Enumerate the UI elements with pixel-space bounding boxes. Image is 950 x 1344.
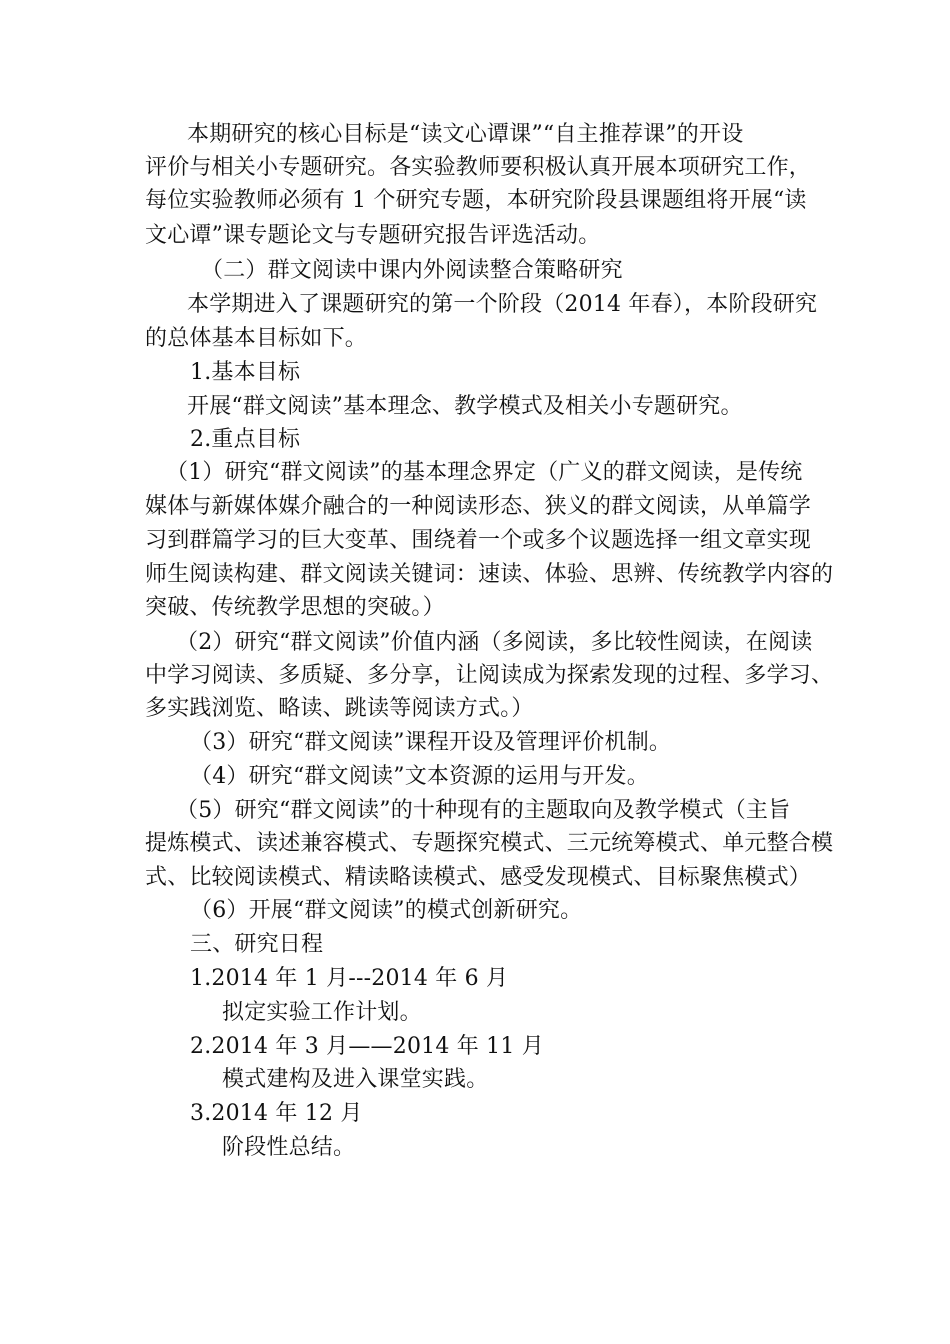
subheading: 2.重点目标 (190, 427, 301, 452)
paragraph-line: 的总体基本目标如下。 (145, 326, 368, 351)
paragraph-line: 每位实验教师必须有 1 个研究专题，本研究阶段县课题组将开展“读 (145, 188, 807, 213)
section-heading: （二）群文阅读中课内外阅读整合策略研究 (201, 258, 623, 283)
list-item-line: （2）研究“群文阅读”价值内涵（多阅读，多比较性阅读，在阅读 (176, 630, 813, 655)
list-item-line: 提炼模式、读述兼容模式、专题探究模式、三元统筹模式、单元整合模 (145, 831, 834, 856)
schedule-detail: 阶段性总结。 (222, 1135, 356, 1160)
subheading: 1.基本目标 (190, 360, 301, 385)
list-item-line: （1）研究“群文阅读”的基本理念界定（广义的群文阅读，是传统 (166, 460, 803, 485)
list-item-line: 师生阅读构建、群文阅读关键词：速读、体验、思辨、传统教学内容的 (145, 562, 834, 587)
list-item-line: 突破、传统教学思想的突破。） (145, 595, 445, 620)
list-item-line: （5）研究“群文阅读”的十种现有的主题取向及教学模式（主旨 (176, 798, 791, 823)
list-item-line: （3）研究“群文阅读”课程开设及管理评价机制。 (190, 730, 672, 755)
paragraph-line: 开展“群文阅读”基本理念、教学模式及相关小专题研究。 (187, 394, 743, 419)
section-heading: 三、研究日程 (190, 932, 324, 957)
list-item-line: 中学习阅读、多质疑、多分享，让阅读成为探索发现的过程、多学习、 (145, 663, 834, 688)
schedule-detail: 拟定实验工作计划。 (222, 1000, 422, 1025)
schedule-detail: 模式建构及进入课堂实践。 (222, 1067, 489, 1092)
list-item-line: （6）开展“群文阅读”的模式创新研究。 (190, 898, 583, 923)
schedule-item: 2.2014 年 3 月——2014 年 11 月 (190, 1034, 544, 1059)
list-item-line: 式、比较阅读模式、精读略读模式、感受发现模式、目标聚焦模式） (145, 865, 812, 890)
list-item-line: 习到群篇学习的巨大变革、围绕着一个或多个议题选择一组文章实现 (145, 528, 812, 553)
list-item-line: 媒体与新媒体媒介融合的一种阅读形态、狭义的群文阅读，从单篇学 (145, 494, 812, 519)
schedule-item: 3.2014 年 12 月 (190, 1101, 363, 1126)
list-item-line: 多实践浏览、略读、跳读等阅读方式。） (145, 696, 534, 721)
paragraph-line: 本期研究的核心目标是“读文心谭课”“自主推荐课”的开设 (187, 122, 744, 147)
paragraph-line: 本学期进入了课题研究的第一个阶段（2014 年春），本阶段研究 (187, 292, 818, 317)
schedule-item: 1.2014 年 1 月---2014 年 6 月 (190, 966, 509, 991)
paragraph-line: 文心谭”课专题论文与专题研究报告评选活动。 (145, 223, 601, 248)
paragraph-line: 评价与相关小专题研究。各实验教师要积极认真开展本项研究工作， (145, 155, 812, 180)
list-item-line: （4）研究“群文阅读”文本资源的运用与开发。 (190, 764, 649, 789)
